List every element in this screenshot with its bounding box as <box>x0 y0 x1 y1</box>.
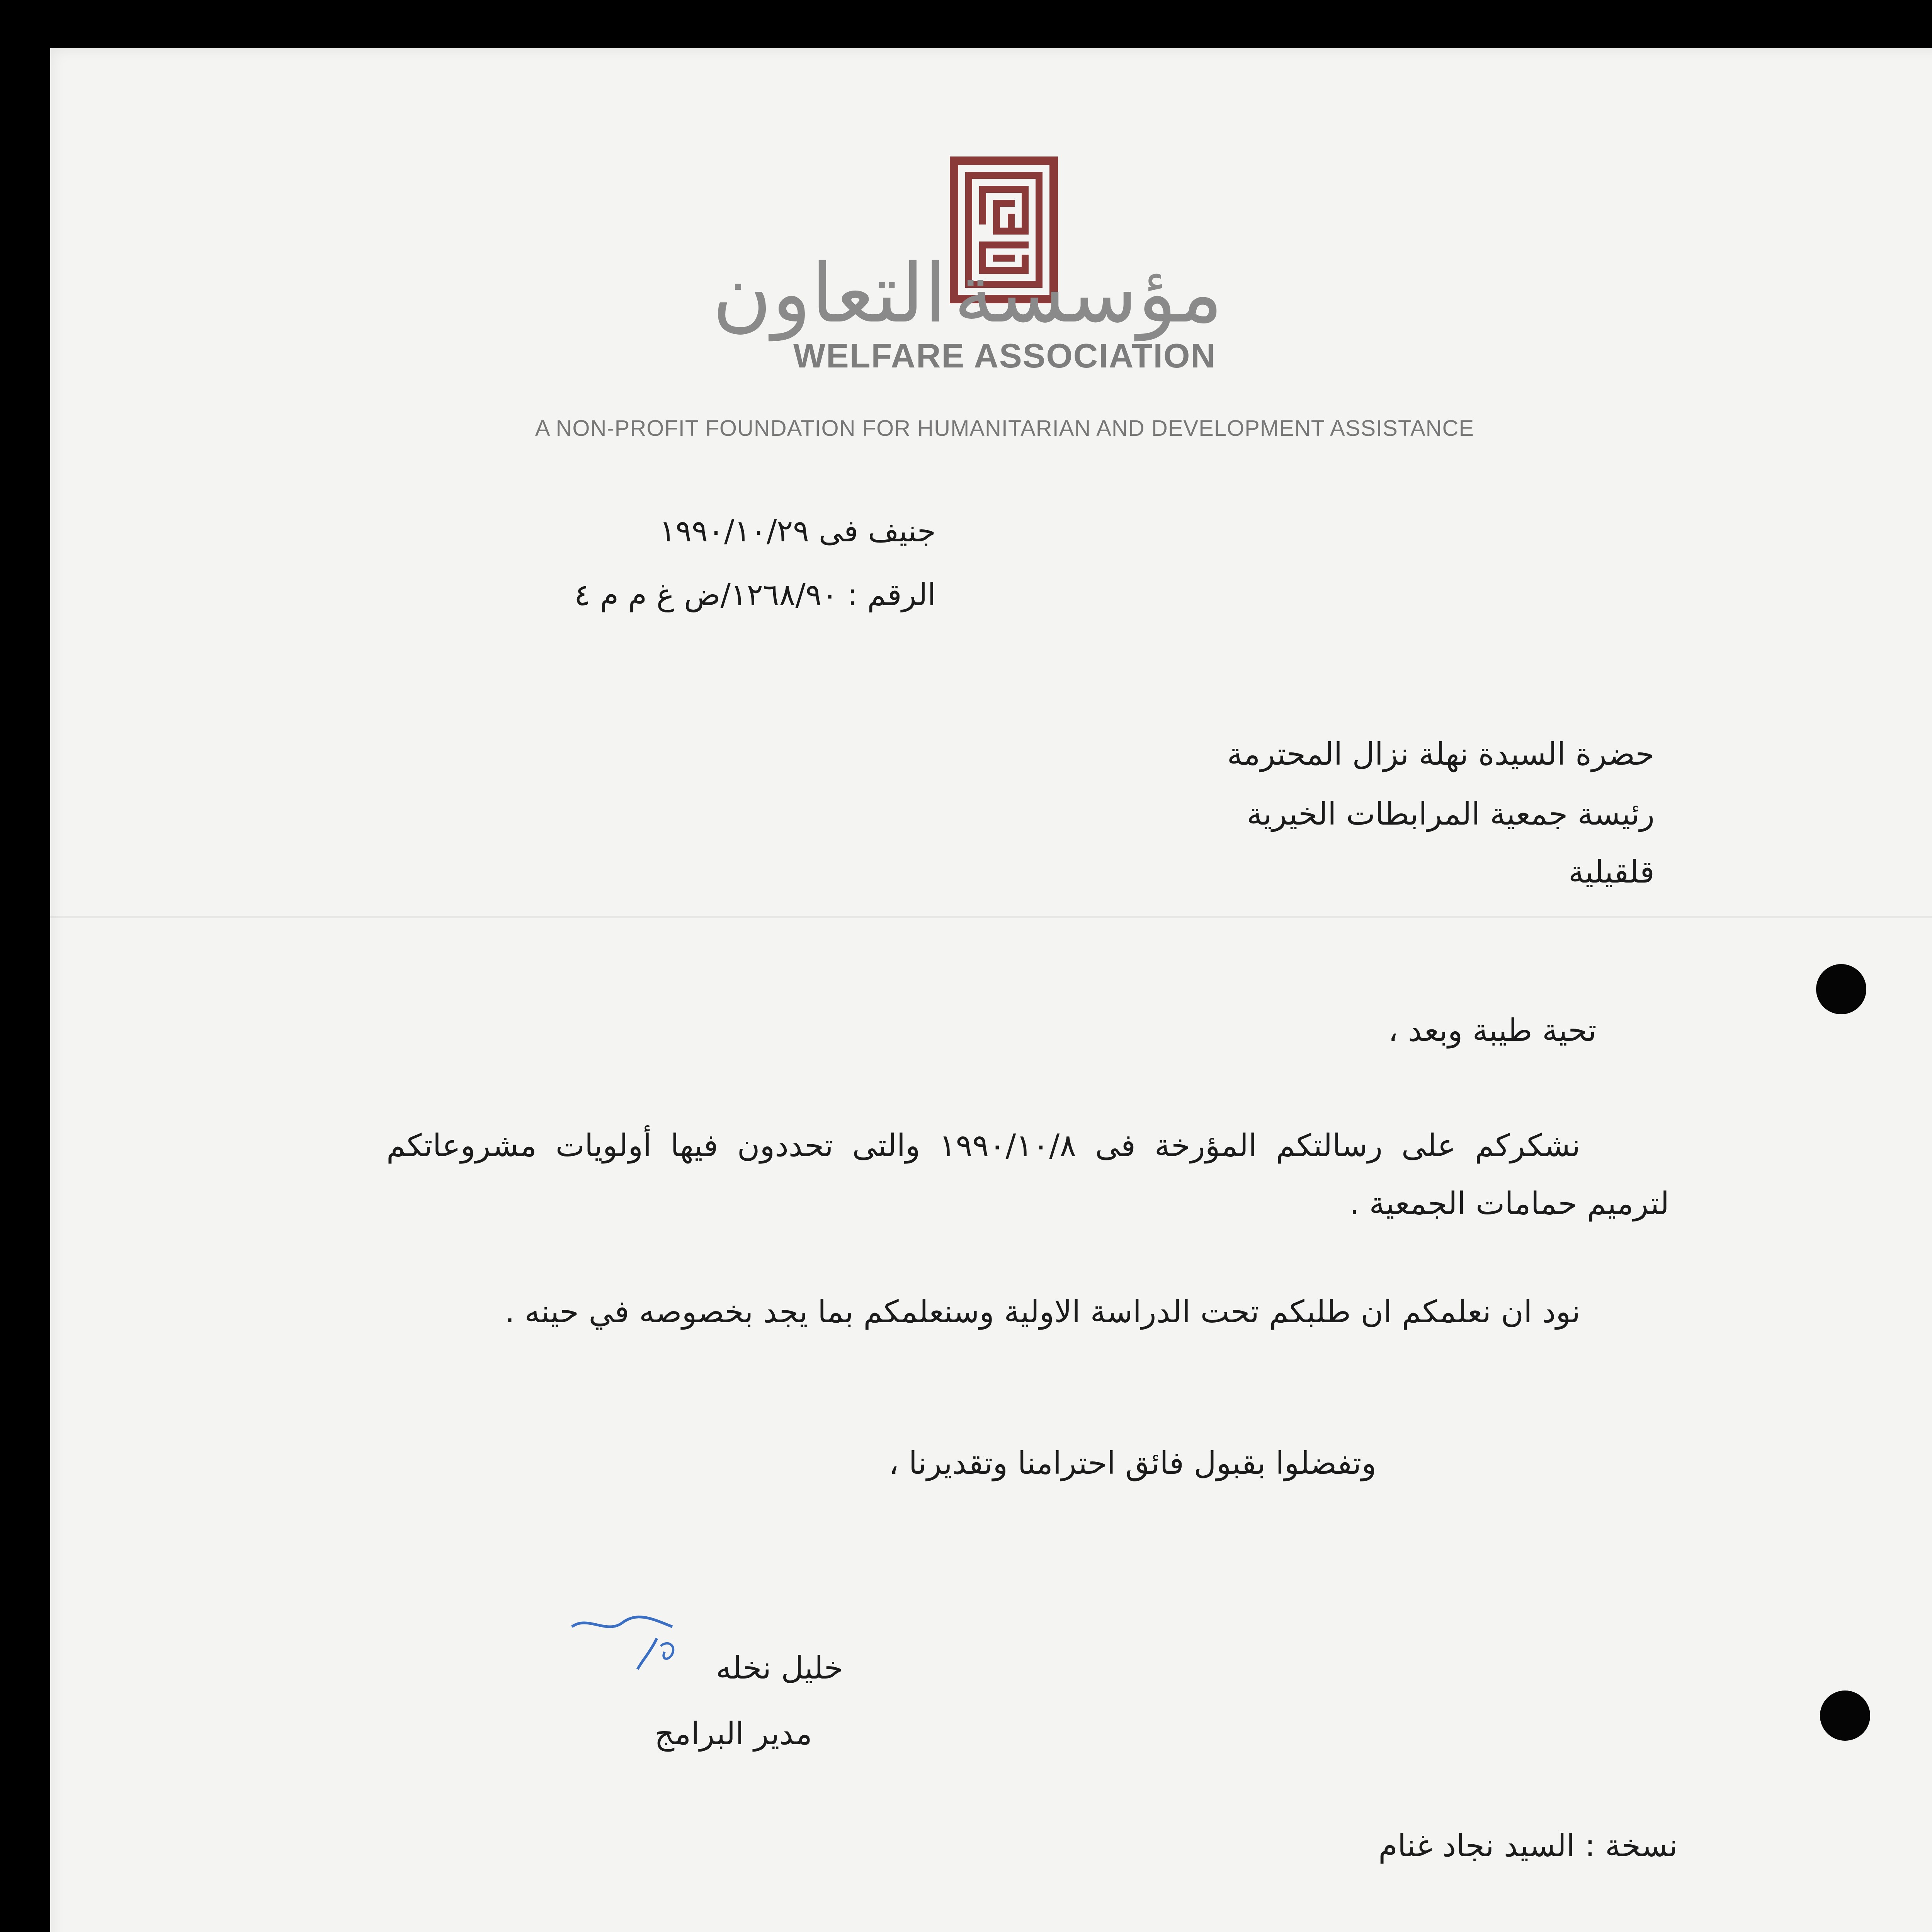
letter-reference-number: الرقم : ١٢٦٨/٩٠/ض غ م م ٤ <box>574 578 936 612</box>
signatory-title: مدير البرامج <box>654 1716 812 1752</box>
closing-line: وتفضلوا بقبول فائق احترامنا وتقديرنا ، <box>889 1445 1376 1481</box>
logo-arabic-taawon: التعاون <box>712 246 947 341</box>
addressee-position: رئيسة جمعية المرابطات الخيرية <box>1247 796 1655 832</box>
addressee-name: حضرة السيدة نهلة نزال المحترمة <box>1227 736 1655 772</box>
addressee-city: قلقيلية <box>1568 854 1655 890</box>
body-paragraph-1: نشكركم على رسالتكم المؤرخة فى ١٩٩٠/١٠/٨ والتى تحددون فيها أولويات مشروعاتكم لترميم حمامات الجمعية . <box>386 1128 1669 1221</box>
punch-hole-bottom <box>1820 1690 1870 1741</box>
handwritten-signature-mark <box>564 1611 680 1673</box>
organization-name: WELFARE ASSOCIATION <box>793 337 1216 375</box>
organization-tagline: A NON-PROFIT FOUNDATION FOR HUMANITARIAN AND DEVELOPMENT ASSISTANCE <box>535 416 1475 441</box>
paper-fold-line <box>50 916 1932 918</box>
greeting: تحية طيبة وبعد ، <box>1388 1012 1597 1048</box>
letter-date: جنيف فى ١٩٩٠/١٠/٢٩ <box>659 514 936 549</box>
signatory-name: خليل نخله <box>716 1650 843 1686</box>
carbon-copy-line: نسخة : السيد نجاد غنام <box>1378 1828 1678 1864</box>
punch-hole-top <box>1816 964 1866 1014</box>
body-paragraph-2: نود ان نعلمكم ان طلبكم تحت الدراسة الاولية وسنعلمكم بما يجد بخصوصه في حينه . <box>505 1294 1580 1330</box>
logo-arabic-muassasa: مؤسسة <box>954 246 1223 341</box>
